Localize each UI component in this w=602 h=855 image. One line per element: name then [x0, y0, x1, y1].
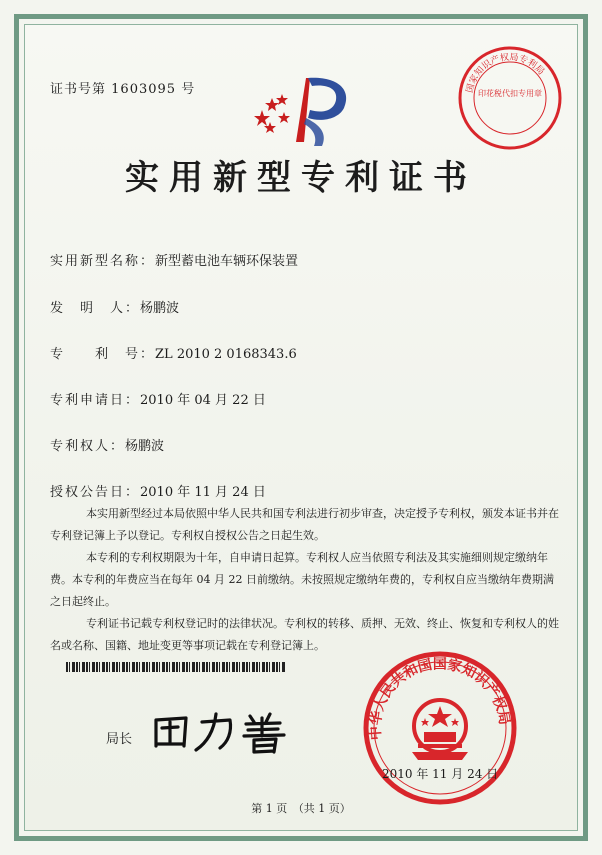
- sipo-logo-icon: [248, 70, 358, 150]
- inventor-label: 发 明 人：: [50, 301, 141, 316]
- agency-seal-icon: [456, 44, 564, 152]
- barcode: [66, 662, 286, 672]
- page-footer: 第 1 页 （共 1 页）: [251, 802, 351, 815]
- body-paragraph-1: 本实用新型经过本局依照中华人民共和国专利法进行初步审查，决定授予专利权，颁发本证书并在专利登记簿上予以登记。专利权自授权公告之日起生效。: [50, 507, 559, 542]
- patent-no-value: ZL 2010 2 0168343.6: [155, 347, 297, 362]
- grant-date-value: 2010 年 11 月 24 日: [140, 485, 266, 500]
- national-emblem-seal-icon: [360, 648, 520, 808]
- certificate-number-suffix: 号: [181, 82, 196, 97]
- filing-date-label: 专利申请日：: [50, 393, 141, 408]
- body-paragraph-2: 本专利的专利权期限为十年，自申请日起算。专利权人应当依照专利法及其实施细则规定缴纳年费。本专利的年费应当在每年 04 月 22 日前缴纳。未按照规定缴纳年费的，专利权自应当缴纳年费期满之日起终止。: [50, 551, 554, 608]
- field-filing-date: [50, 389, 266, 408]
- model-name-label: 实用新型名称：: [50, 254, 156, 269]
- field-grant-date: [50, 481, 266, 500]
- page-title: 实用新型专利证书: [125, 158, 477, 198]
- model-name-value: 新型蓄电池车辆环保装置: [155, 254, 299, 269]
- grant-date-label: 授权公告日：: [50, 485, 141, 500]
- field-model-name: [50, 250, 298, 269]
- director-signature: [150, 706, 300, 756]
- filing-date-value: 2010 年 04 月 22 日: [140, 393, 266, 408]
- director-label: 局长: [106, 732, 133, 747]
- certificate-number-label: 证书号第: [50, 82, 107, 97]
- patentee-value: 杨鹏波: [125, 439, 165, 454]
- inventor-value: 杨鹏波: [140, 301, 180, 316]
- body-paragraph-3: 专利证书记载专利权登记时的法律状况。专利权的转移、质押、无效、终止、恢复和专利权人的姓名或名称、国籍、地址变更等事项记载在专利登记簿上。: [50, 617, 559, 652]
- field-patent-no: [50, 343, 297, 362]
- national-seal-text: 中华人民共和国国家知识产权局: [367, 656, 513, 741]
- field-inventor: [50, 297, 179, 316]
- patent-no-label: 专 利 号：: [50, 347, 156, 362]
- certificate-number: [50, 78, 195, 97]
- agency-seal-text: 国家知识产权局专利局: [465, 52, 546, 94]
- certificate-body: [50, 503, 560, 657]
- certificate-number-value: 1603095: [111, 82, 177, 97]
- seal-date: 2010 年 11 月 24 日: [382, 767, 499, 781]
- patentee-label: 专利权人：: [50, 439, 126, 454]
- agency-seal-center: [478, 88, 542, 98]
- field-patentee: [50, 435, 164, 454]
- agency-seal-center-text: 印花税代扣专用章: [478, 89, 542, 98]
